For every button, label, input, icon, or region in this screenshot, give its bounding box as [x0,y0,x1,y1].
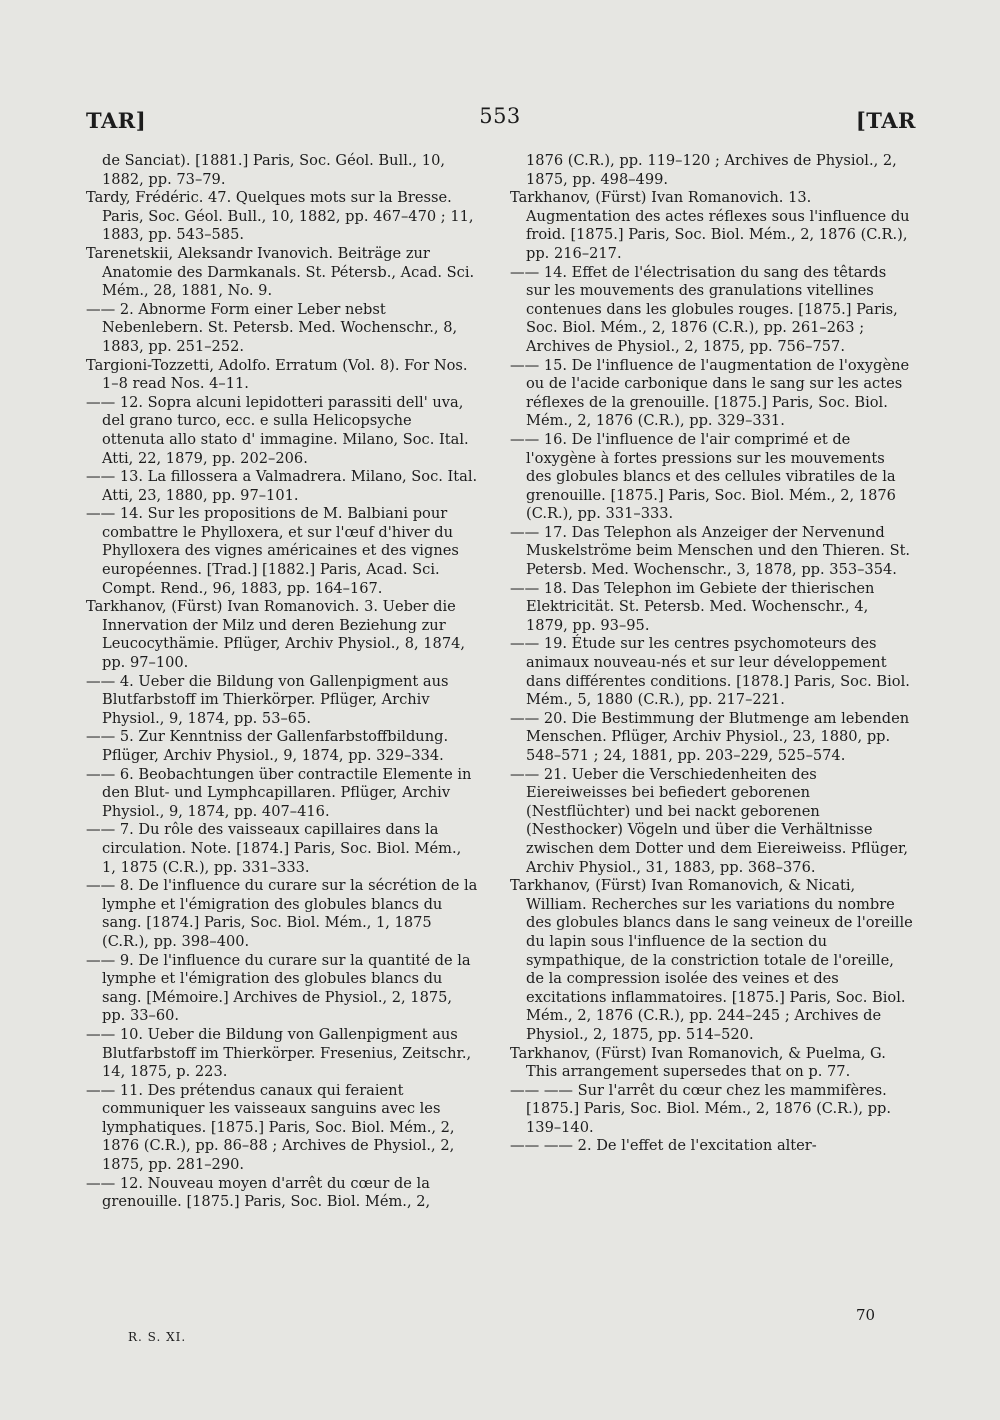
running-head-left: TAR] [86,108,147,133]
entry: Tarkhanov, (Fürst) Ivan Romanovich. 3. Ueber die Innervation der Milz und deren Beziehung zur Leucocythämie. Pflüger, Archiv Physiol., 8, 1874, pp. 97–100. [86,598,466,672]
entry: —— 14. Effet de l'électrisation du sang des têtards sur les mouvements des granulations vitellines contenues dans les globules rouges. [1875.] Paris, Soc. Biol. Mém., 2, 1876 (C.R.), pp. 261–263 ; Archives de Physiol., 2, 1875, pp. 756–757. [510,263,898,355]
entry: —— 21. Ueber die Verschiedenheiten des Eiereiweisses bei befiedert geborenen (Nestflüchter) und bei nackt geborenen (Nesthocker) Vögeln und über die Verhältnisse zwischen dem Dotter und dem Eiereiweiss. Pflüger, Archiv Physiol., 31, 1883, pp. 368–376. [510,765,908,876]
entry: Tarkhanov, (Fürst) Ivan Romanovich, & Puelma, G. This arrangement supersedes that on p. 77. [510,1044,886,1081]
entry: —— 12. Nouveau moyen d'arrêt du cœur de la grenouille. [1875.] Paris, Soc. Biol. Mém., 2, [86,1174,431,1211]
sheet-number: 70 [856,1306,876,1324]
entry: —— 15. De l'influence de l'augmentation de l'oxygène ou de l'acide carbonique dans le sang sur les actes réflexes de la grenouille. [1875.] Paris, Soc. Biol. Mém., 2, 1876 (C.R.), pp. 329–331. [510,356,910,430]
entry: —— 2. Abnorme Form einer Leber nebst Nebenlebern. St. Petersb. Med. Wochenschr., 8, 1883, pp. 251–252. [86,300,458,355]
signature-mark: R. S. XI. [128,1330,187,1344]
entry: —— 14. Sur les propositions de M. Balbiani pour combattre le Phylloxera, et sur l'œuf d'hiver du Phylloxera des vignes américaines et des vignes européennes. [Trad.] [1882.] Paris, Acad. Sci. Compt. Rend., 96, 1883, pp. 164–167. [86,505,459,597]
entry: Targioni-Tozzetti, Adolfo. Erratum (Vol. 8). For Nos. 1–8 read Nos. 4–11. [86,356,468,393]
entry: —— 6. Beobachtungen über contractile Elemente in den Blut- und Lymphcapillaren. Pflüger, Archiv Physiol., 9, 1874, pp. 407–416. [86,765,472,820]
entry: —— 12. Sopra alcuni lepidotteri parassiti dell' uva, del grano turco, ecc. e sulla Helicopsyche ottenuta allo stato d' immagine. Milano, Soc. Ital. Atti, 22, 1879, pp. 202–206. [86,393,469,467]
entry: —— 19. Étude sur les centres psychomoteurs des animaux nouveau-nés et sur leur développement dans différentes conditions. [1878.] Paris, Soc. Biol. Mém., 5, 1880 (C.R.), pp. 217–221. [510,635,910,709]
entry: —— 4. Ueber die Bildung von Gallenpigment aus Blutfarbstoff im Thierkörper. Pflüger, Archiv Physiol., 9, 1874, pp. 53–65. [86,672,449,727]
right-column [510,152,914,1156]
page-number: 553 [479,104,521,128]
entry: —— 5. Zur Kenntniss der Gallenfarbstoffbildung. Pflüger, Archiv Physiol., 9, 1874, pp. 329–334. [86,728,449,764]
entry: —— —— 2. De l'effet de l'excitation alter- [510,1137,817,1155]
entry: Tarenetskii, Aleksandr Ivanovich. Beiträge zur Anatomie des Darmkanals. St. Pétersb., Acad. Sci. Mém., 28, 1881, No. 9. [86,244,475,300]
entry: —— —— Sur l'arrêt du cœur chez les mammifères. [1875.] Paris, Soc. Biol. Mém., 2, 1876 (C.R.), pp. 139–140. [510,1081,892,1136]
left-column [86,152,478,1212]
entry: Tarkhanov, (Fürst) Ivan Romanovich. 13. Augmentation des actes réflexes sous l'influence du froid. [1875.] Paris, Soc. Biol. Mém., 2, 1876 (C.R.), pp. 216–217. [510,189,910,262]
entry: —— 8. De l'influence du curare sur la sécrétion de la lymphe et l'émigration des globules blancs du sang. [1874.] Paris, Soc. Biol. Mém., 1, 1875 (C.R.), pp. 398–400. [86,877,478,950]
entry: Tardy, Frédéric. 47. Quelques mots sur la Bresse. Paris, Soc. Géol. Bull., 10, 1882, pp. 467–470 ; 11, 1883, pp. 543–585. [86,189,474,244]
entry: —— 13. La fillossera a Valmadrera. Milano, Soc. Ital. Atti, 23, 1880, pp. 97–101. [86,468,478,504]
entry: —— 9. De l'influence du curare sur la quantité de la lymphe et l'émigration des globules blancs du sang. [Mémoire.] Archives de Physiol., 2, 1875, pp. 33–60. [86,951,471,1025]
entry: —— 10. Ueber die Bildung von Gallenpigment aus Blutfarbstoff im Thierkörper. Fresenius, Zeitschr., 14, 1875, p. 223. [86,1025,472,1081]
entry: 1876 (C.R.), pp. 119–120 ; Archives de Physiol., 2, 1875, pp. 498–499. [526,152,897,188]
entry: —— 11. Des prétendus canaux qui feraient communiquer les vaisseaux sanguins avec les lymphatiques. [1875.] Paris, Soc. Biol. Mém., 2, 1876 (C.R.), pp. 86–88 ; Archives de Physiol., 2, 1875, pp. 281–290. [86,1081,455,1174]
entry: —— 16. De l'influence de l'air comprimé et de l'oxygène à fortes pressions sur les mouvements des globules blancs et des cellules vibratiles de la grenouille. [1875.] Paris, Soc. Biol. Mém., 2, 1876 (C.R.), pp. 331–333. [510,430,896,523]
entry: de Sanciat). [1881.] Paris, Soc. Géol. Bull., 10, 1882, pp. 73–79. [102,152,446,188]
entry: —— 7. Du rôle des vaisseaux capillaires dans la circulation. Note. [1874.] Paris, Soc. Biol. Mém., 1, 1875 (C.R.), pp. 331–333. [86,821,462,876]
entry: —— 20. Die Bestimmung der Blutmenge am lebenden Menschen. Pflüger, Archiv Physiol., 23, 1880, pp. 548–571 ; 24, 1881, pp. 203–229, 525–574. [510,709,910,764]
entry: Tarkhanov, (Fürst) Ivan Romanovich, & Nicati, William. Recherches sur les variations du nombre des globules blancs dans le sang veineux de l'oreille du lapin sous l'influence de la section du sympathique, de la constriction totale de l'oreille, de la compression isolée des veines et des excitations inflammatoires. [1875.] Paris, Soc. Biol. Mém., 2, 1876 (C.R.), pp. 244–245 ; Archives de Physiol., 2, 1875, pp. 514–520. [510,877,913,1043]
running-head-right: [TAR [855,108,916,133]
entry: —— 17. Das Telephon als Anzeiger der Nervenund Muskelströme beim Menschen und den Thieren. St. Petersb. Med. Wochenschr., 3, 1878, pp. 353–354. [510,523,911,579]
entry: —— 18. Das Telephon im Gebiete der thierischen Elektricität. St. Petersb. Med. Wochenschr., 4, 1879, pp. 93–95. [510,579,875,634]
